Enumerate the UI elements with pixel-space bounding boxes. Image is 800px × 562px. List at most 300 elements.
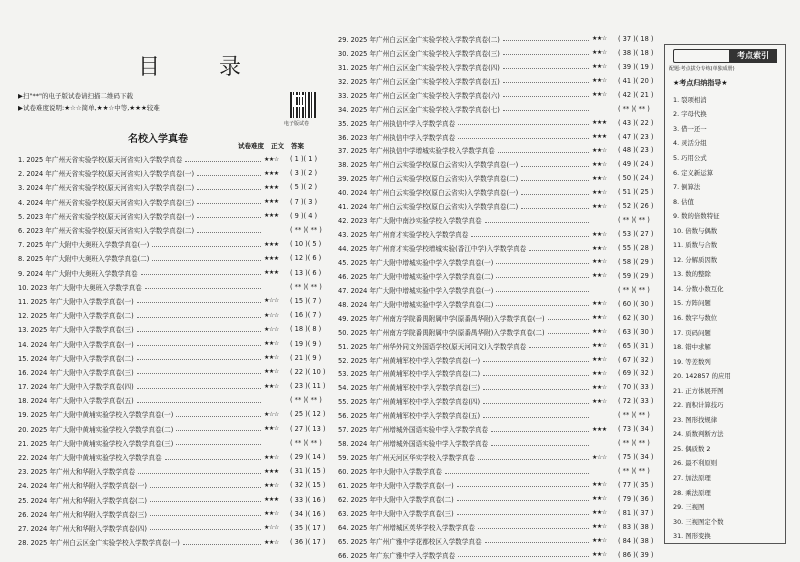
leader-dots — [457, 486, 589, 487]
topic-item[interactable]: 14. 分数小数互化 — [673, 284, 724, 293]
topic-item[interactable]: 6. 定义新运算 — [673, 168, 714, 177]
leader-dots — [483, 389, 589, 390]
toc-row[interactable] — [18, 294, 330, 308]
toc-title: 66. 2025 年广东广雅中学入学数学真卷 — [338, 551, 456, 560]
toc-row[interactable] — [18, 493, 330, 507]
toc-title: 16. 2024 年广大附中入学数学真卷(三) — [18, 368, 134, 377]
toc-row[interactable] — [18, 166, 330, 180]
toc-row[interactable] — [18, 379, 330, 393]
page-numbers: ( 39 )( 19 ) — [618, 62, 654, 71]
topic-item[interactable]: 21. 正方体展开图 — [673, 386, 724, 395]
toc-row[interactable] — [18, 180, 330, 194]
page-numbers: ( ** )( ** ) — [618, 439, 650, 448]
difficulty-note: ▶试卷难度说明:★☆☆简单,★★☆中等,★★★较难 — [18, 104, 160, 112]
toc-row[interactable] — [338, 74, 658, 88]
page-numbers: ( ** )( ** ) — [618, 104, 650, 113]
toc-row[interactable] — [18, 521, 330, 535]
page-numbers: ( 16 )( 7 ) — [290, 311, 322, 320]
toc-row[interactable] — [18, 436, 330, 450]
toc-row[interactable] — [338, 157, 658, 171]
page-numbers: ( 75 )( 34 ) — [618, 453, 654, 462]
page-numbers: ( ** )( ** ) — [290, 282, 322, 291]
leader-dots — [496, 305, 589, 306]
toc-list-left — [18, 152, 330, 549]
page-numbers: ( 19 )( 9 ) — [290, 339, 322, 348]
difficulty-stars: ★★☆ — [264, 155, 279, 163]
toc-row[interactable] — [338, 339, 658, 353]
topic-item[interactable]: 24. 质数判断方法 — [673, 430, 724, 439]
toc-row[interactable] — [338, 116, 658, 130]
difficulty-stars: ★☆☆ — [264, 311, 279, 319]
page-numbers: ( ** )( ** ) — [290, 226, 322, 235]
leader-dots — [491, 431, 589, 432]
leader-dots — [150, 487, 261, 488]
toc-title: 39. 2025 年广州白云实验学校(原白云省实)入学数学真卷(二) — [338, 175, 519, 184]
difficulty-stars: ★★★ — [592, 425, 607, 433]
difficulty-stars: ★★☆ — [264, 481, 279, 489]
toc-title: 17. 2024 年广大附中入学数学真卷(四) — [18, 383, 134, 392]
difficulty-stars: ★★☆ — [592, 174, 607, 182]
toc-row[interactable] — [18, 251, 330, 265]
leader-dots — [137, 388, 261, 389]
topic-item[interactable]: 8. 估值 — [673, 197, 694, 206]
toc-row[interactable] — [338, 408, 658, 422]
toc-title: 50. 2025 年广州南方学院番禺附属中学(原番禺华附)入学数学真卷(二) — [338, 328, 545, 337]
toc-row[interactable] — [18, 280, 330, 294]
leader-dots — [165, 459, 261, 460]
page-numbers: ( 32 )( 15 ) — [290, 481, 326, 490]
toc-row[interactable] — [338, 283, 658, 297]
page-numbers: ( 53 )( 27 ) — [618, 230, 654, 239]
difficulty-stars: ★★☆ — [264, 354, 279, 362]
toc-row[interactable] — [18, 351, 330, 365]
toc-row[interactable] — [338, 60, 658, 74]
page-numbers: ( 50 )( 24 ) — [618, 174, 654, 183]
toc-title: 24. 2024 年广州大和华附入学数学真卷(一) — [18, 482, 147, 491]
leader-dots — [445, 473, 589, 474]
page-numbers: ( 77 )( 35 ) — [618, 480, 654, 489]
toc-row[interactable] — [18, 195, 330, 209]
difficulty-stars: ★★☆ — [264, 382, 279, 390]
leader-dots — [471, 236, 589, 237]
leader-dots — [498, 152, 589, 153]
qr-caption: 电子版试卷 — [284, 121, 310, 127]
topic-item[interactable]: 4. 灵活分组 — [673, 139, 707, 148]
page-numbers: ( 72 )( 33 ) — [618, 397, 654, 406]
leader-dots — [521, 180, 589, 181]
topic-index-sub: 配题:考点拔分专练(单独成册) — [669, 66, 735, 72]
page-numbers: ( 79 )( 36 ) — [618, 494, 654, 503]
toc-row[interactable] — [338, 464, 658, 478]
topic-item[interactable]: 26. 最不利原则 — [673, 459, 718, 468]
leader-dots — [483, 403, 589, 404]
toc-title: 53. 2025 年广州黄埔军校中学入学数学真卷(二) — [338, 370, 481, 379]
toc-title: 28. 2025 年广州白云区金广实验学校入学数学真卷(一) — [18, 539, 180, 548]
toc-row[interactable] — [18, 407, 330, 421]
page-numbers: ( ** )( ** ) — [290, 396, 322, 405]
difficulty-stars: ★★☆ — [592, 481, 607, 489]
difficulty-stars: ★★☆ — [592, 551, 607, 559]
topic-item[interactable]: 23. 图形找规律 — [673, 415, 718, 424]
leader-dots — [503, 68, 589, 69]
toc-row[interactable] — [18, 223, 330, 237]
toc-title: 10. 2023 年广大附中大奥班入学数学真卷 — [18, 283, 142, 292]
topic-item[interactable]: 12. 分解质因数 — [673, 255, 718, 264]
topic-item[interactable]: 5. 巧用公式 — [673, 153, 707, 162]
toc-row[interactable] — [338, 297, 658, 311]
leader-dots — [197, 175, 261, 176]
page-numbers: ( 52 )( 26 ) — [618, 202, 654, 211]
topic-item[interactable]: 22. 面积计算技巧 — [673, 401, 724, 410]
page-numbers: ( 18 )( 8 ) — [290, 325, 322, 334]
leader-dots — [496, 263, 589, 264]
difficulty-stars: ★★☆ — [592, 342, 607, 350]
leader-dots — [145, 288, 261, 289]
leader-dots — [503, 40, 589, 41]
toc-title: 48. 2024 年广大附中增城实验中学入学数学真卷(二) — [338, 300, 494, 309]
toc-row[interactable] — [18, 152, 330, 166]
topic-item[interactable]: 27. 加法原理 — [673, 473, 711, 482]
toc-title: 18. 2024 年广大附中入学数学真卷(五) — [18, 397, 134, 406]
topic-item[interactable]: 7. 倒算法 — [673, 183, 701, 192]
leader-dots — [137, 345, 261, 346]
page-numbers: ( 84 )( 38 ) — [618, 536, 654, 545]
leader-dots — [458, 124, 589, 125]
toc-row[interactable] — [338, 436, 658, 450]
leader-dots — [503, 54, 589, 55]
toc-title: 33. 2025 年广州白云区金广实验学校入学数学真卷(六) — [338, 91, 500, 100]
leader-dots — [152, 260, 261, 261]
topic-item[interactable]: 13. 数的整除 — [673, 270, 711, 279]
toc-row[interactable] — [338, 144, 658, 158]
toc-row[interactable] — [338, 46, 658, 60]
leader-dots — [197, 189, 261, 190]
difficulty-stars: ★★☆ — [592, 202, 607, 210]
toc-row[interactable] — [338, 520, 658, 534]
topic-list — [673, 92, 783, 543]
difficulty-stars: ★★★ — [264, 183, 279, 191]
toc-title: 12. 2025 年广大附中入学数学真卷(二) — [18, 312, 134, 321]
page-numbers: ( ** )( ** ) — [618, 216, 650, 225]
toc-title: 36. 2023 年广州执信中学入学数学真卷 — [338, 133, 456, 142]
leader-dots — [503, 110, 589, 111]
page-numbers: ( 36 )( 17 ) — [290, 538, 326, 547]
page-numbers: ( ** )( ** ) — [618, 285, 650, 294]
toc-row[interactable] — [338, 213, 658, 227]
toc-title: 30. 2025 年广州白云区金广实验学校入学数学真卷(三) — [338, 49, 500, 58]
page-numbers: ( 55 )( 28 ) — [618, 244, 654, 253]
toc-row[interactable] — [338, 185, 658, 199]
page-numbers: ( ** )( ** ) — [618, 411, 650, 420]
toc-title: 51. 2025 年广州华外同文外国语学校(原天河同文)入学数学真卷 — [338, 342, 527, 351]
toc-row[interactable] — [18, 393, 330, 407]
toc-row[interactable] — [338, 32, 658, 46]
toc-title: 55. 2025 年广州黄埔军校中学入学数学真卷(四) — [338, 398, 481, 407]
page-numbers: ( 29 )( 14 ) — [290, 453, 326, 462]
page-numbers: ( ** )( ** ) — [290, 438, 322, 447]
difficulty-stars: ★★☆ — [592, 523, 607, 531]
leader-dots — [457, 514, 589, 515]
toc-row[interactable] — [18, 209, 330, 223]
difficulty-stars: ★★★ — [264, 198, 279, 206]
page-numbers: ( 42 )( 21 ) — [618, 90, 654, 99]
toc-row[interactable] — [18, 365, 330, 379]
leader-dots — [485, 222, 589, 223]
toc-title: 22. 2024 年广大附中黄埔实验学校入学数学真卷 — [18, 454, 162, 463]
toc-title: 35. 2025 年广州执信中学入学数学真卷 — [338, 119, 456, 128]
page-numbers: ( 67 )( 32 ) — [618, 355, 654, 364]
difficulty-stars: ★★☆ — [592, 258, 607, 266]
left-column — [18, 0, 330, 562]
toc-row[interactable] — [338, 255, 658, 269]
difficulty-stars: ★★★ — [264, 269, 279, 277]
leader-dots — [529, 250, 589, 251]
toc-title: 61. 2025 年中大附中入学数学真卷(一) — [338, 481, 454, 490]
toc-title: 6. 2023 年广州天省实验学校(原天河省实)入学数学真卷(二) — [18, 227, 195, 236]
topic-item[interactable]: 10. 倍数与偶数 — [673, 226, 718, 235]
page-numbers: ( 31 )( 15 ) — [290, 467, 326, 476]
toc-title: 49. 2025 年广州南方学院番禺附属中学(原番禺华附)入学数学真卷(一) — [338, 314, 545, 323]
toc-row[interactable] — [338, 325, 658, 339]
topic-item[interactable]: 16. 数字与数位 — [673, 313, 718, 322]
leader-dots — [521, 166, 589, 167]
difficulty-stars: ★★★ — [264, 254, 279, 262]
leader-dots — [458, 556, 589, 557]
toc-row[interactable] — [338, 422, 658, 436]
page-numbers: ( 47 )( 23 ) — [618, 132, 654, 141]
leader-dots — [521, 208, 589, 209]
toc-row[interactable] — [18, 266, 330, 280]
topic-item[interactable]: 20. 142857 的应用 — [673, 372, 731, 381]
difficulty-stars: ★★☆ — [592, 160, 607, 168]
leader-dots — [137, 302, 261, 303]
toc-title: 38. 2025 年广州白云实验学校(原白云省实)入学数学真卷(一) — [338, 161, 519, 170]
page-numbers: ( 65 )( 31 ) — [618, 341, 654, 350]
page-numbers: ( 81 )( 37 ) — [618, 508, 654, 517]
difficulty-stars: ★★★ — [592, 133, 607, 141]
leader-dots — [183, 544, 261, 545]
topic-index-header — [673, 49, 777, 63]
page-numbers: ( 35 )( 17 ) — [290, 523, 326, 532]
topic-guide-title: ★考点归纳指导★ — [673, 79, 728, 87]
toc-row[interactable] — [338, 492, 658, 506]
toc-row[interactable] — [18, 308, 330, 322]
leader-dots — [197, 232, 261, 233]
page-numbers: ( 38 )( 18 ) — [618, 48, 654, 57]
toc-row[interactable] — [338, 227, 658, 241]
difficulty-stars: ★★★ — [264, 169, 279, 177]
toc-title: 21. 2025 年广大附中黄埔实验学校入学数学真卷(三) — [18, 439, 174, 448]
page-numbers: ( 9 )( 4 ) — [290, 211, 318, 220]
topic-item[interactable]: 2. 字母代换 — [673, 110, 707, 119]
difficulty-stars: ★★☆ — [592, 244, 607, 252]
toc-row[interactable] — [338, 199, 658, 213]
difficulty-stars: ★★☆ — [592, 188, 607, 196]
topic-item[interactable]: 3. 借一还一 — [673, 124, 707, 133]
toc-row[interactable] — [338, 130, 658, 144]
toc-title: 5. 2023 年广州天省实验学校(原天河省实)入学数学真卷(一) — [18, 212, 195, 221]
toc-title: 62. 2025 年中大附中入学数学真卷(二) — [338, 495, 454, 504]
difficulty-stars: ★★☆ — [592, 91, 607, 99]
toc-row[interactable] — [338, 450, 658, 464]
difficulty-stars: ★★☆ — [264, 368, 279, 376]
toc-title: 32. 2025 年广州白云区金广实验学校入学数学真卷(五) — [338, 77, 500, 86]
toc-title: 47. 2024 年广大附中增城实验中学入学数学真卷(一) — [338, 286, 494, 295]
toc-title: 65. 2025 年广州广雅中学花都校区入学数学真卷 — [338, 537, 482, 546]
topic-item[interactable]: 29. 三视图 — [673, 503, 705, 512]
leader-dots — [478, 528, 589, 529]
leader-dots — [457, 500, 589, 501]
topic-item[interactable]: 11. 质数与合数 — [673, 241, 718, 250]
toc-row[interactable] — [18, 336, 330, 350]
difficulty-stars: ★★☆ — [592, 77, 607, 85]
leader-dots — [152, 246, 261, 247]
topic-item[interactable]: 28. 乘法原理 — [673, 488, 711, 497]
toc-title: 4. 2024 年广州天省实验学校(原天河省实)入学数学真卷(三) — [18, 198, 195, 207]
topic-item[interactable]: 31. 图形变换 — [673, 532, 711, 541]
page-numbers: ( 34 )( 16 ) — [290, 509, 326, 518]
toc-row[interactable] — [18, 322, 330, 336]
page-numbers: ( 41 )( 20 ) — [618, 76, 654, 85]
toc-title: 26. 2024 年广州大和华附入学数学真卷(三) — [18, 510, 147, 519]
topic-item[interactable]: 19. 等差数列 — [673, 357, 711, 366]
page-numbers: ( 3 )( 2 ) — [290, 169, 318, 178]
leader-dots — [483, 417, 589, 418]
toc-title: 19. 2025 年广大附中黄埔实验学校入学数学真卷(一) — [18, 411, 174, 420]
toc-title: 44. 2025 年广州育才实验学校增城实验(香江中学)入学数学真卷 — [338, 245, 527, 254]
leader-dots — [185, 161, 261, 162]
header-difficulty: 试卷难度 — [238, 142, 264, 150]
toc-row[interactable] — [338, 88, 658, 102]
topic-item[interactable]: 15. 方阵问题 — [673, 299, 711, 308]
page-numbers: ( 23 )( 11 ) — [290, 382, 326, 391]
leader-dots — [137, 359, 261, 360]
leader-dots — [176, 416, 261, 417]
leader-dots — [483, 375, 589, 376]
difficulty-stars: ★☆☆ — [264, 524, 279, 532]
difficulty-stars: ★★☆ — [264, 425, 279, 433]
difficulty-stars: ★☆☆ — [592, 453, 607, 461]
toc-list-middle — [338, 32, 658, 562]
middle-column — [338, 32, 658, 562]
page-numbers: ( 15 )( 7 ) — [290, 296, 322, 305]
difficulty-stars: ★☆☆ — [264, 325, 279, 333]
page-numbers: ( 12 )( 6 ) — [290, 254, 322, 263]
page-numbers: ( 73 )( 34 ) — [618, 425, 654, 434]
toc-row[interactable] — [338, 394, 658, 408]
toc-row[interactable] — [338, 380, 658, 394]
toc-row[interactable] — [18, 422, 330, 436]
difficulty-stars: ★★☆ — [264, 538, 279, 546]
difficulty-stars: ★★☆ — [592, 272, 607, 280]
toc-row[interactable] — [18, 535, 330, 549]
column-header — [238, 141, 311, 150]
toc-title: 56. 2025 年广州黄埔军校中学入学数学真卷(五) — [338, 412, 481, 421]
leader-dots — [458, 138, 589, 139]
topic-item[interactable]: 18. 错中求解 — [673, 343, 711, 352]
toc-title: 14. 2024 年广大附中入学数学真卷(一) — [18, 340, 134, 349]
toc-row[interactable] — [18, 478, 330, 492]
page-numbers: ( 10 )( 5 ) — [290, 240, 322, 249]
toc-row[interactable] — [18, 237, 330, 251]
leader-dots — [176, 444, 261, 445]
toc-row[interactable] — [338, 241, 658, 255]
topic-item[interactable]: 1. 裂项相消 — [673, 95, 707, 104]
leader-dots — [503, 96, 589, 97]
leader-dots — [141, 274, 261, 275]
leader-dots — [496, 291, 589, 292]
topic-index-panel — [664, 44, 786, 544]
section-title: 名校入学真卷 — [128, 134, 188, 145]
leader-dots — [137, 317, 261, 318]
toc-row[interactable] — [18, 464, 330, 478]
difficulty-stars: ★★★ — [264, 240, 279, 248]
leader-dots — [197, 217, 261, 218]
topic-item[interactable]: 30. 三视图定个数 — [673, 517, 724, 526]
page-numbers: ( 83 )( 38 ) — [618, 522, 654, 531]
topic-index-tag: 考点索引 — [729, 49, 777, 63]
toc-title: 3. 2024 年广州天省实验学校(原天河省实)入学数学真卷(二) — [18, 184, 195, 193]
toc-title: 40. 2024 年广州白云实验学校(原白云省实)入学数学真卷(一) — [338, 189, 519, 198]
toc-title: 27. 2024 年广州大和华附入学数学真卷(四) — [18, 524, 147, 533]
toc-row[interactable] — [338, 534, 658, 548]
difficulty-stars: ★★☆ — [592, 397, 607, 405]
leader-dots — [137, 331, 261, 332]
toc-row[interactable] — [18, 507, 330, 521]
page-numbers: ( 59 )( 29 ) — [618, 271, 654, 280]
difficulty-stars: ★★☆ — [592, 146, 607, 154]
toc-row[interactable] — [338, 171, 658, 185]
download-note: ▶扫"**"的电子版试卷请扫描二维码下载 — [18, 92, 133, 100]
toc-row[interactable] — [338, 548, 658, 562]
leader-dots — [491, 445, 589, 446]
topic-item[interactable]: 25. 偶质数 2 — [673, 444, 711, 453]
toc-row[interactable] — [338, 353, 658, 367]
toc-row[interactable] — [338, 506, 658, 520]
toc-row[interactable] — [338, 311, 658, 325]
leader-dots — [137, 373, 261, 374]
leader-dots — [150, 515, 261, 516]
difficulty-stars: ★★☆ — [264, 510, 279, 518]
qr-code-icon[interactable] — [290, 92, 316, 118]
toc-row[interactable] — [338, 102, 658, 116]
toc-row[interactable] — [18, 450, 330, 464]
toc-title: 11. 2025 年广大附中入学数学真卷(一) — [18, 297, 134, 306]
leader-dots — [138, 473, 261, 474]
toc-title: 9. 2024 年广大附中大奥班入学数学真卷 — [18, 269, 138, 278]
toc-row[interactable] — [338, 478, 658, 492]
toc-row[interactable] — [338, 367, 658, 381]
topic-item[interactable]: 9. 数的倍数特征 — [673, 212, 720, 221]
toc-title: 43. 2025 年广州育才实验学校入学数学真卷 — [338, 231, 469, 240]
page-numbers: ( 25 )( 12 ) — [290, 410, 326, 419]
leader-dots — [529, 347, 589, 348]
page-numbers: ( 62 )( 30 ) — [618, 313, 654, 322]
topic-item[interactable]: 17. 页码问题 — [673, 328, 711, 337]
toc-title: 31. 2025 年广州白云区金广实验学校入学数学真卷(四) — [338, 63, 500, 72]
page-numbers: ( 43 )( 22 ) — [618, 118, 654, 127]
header-answer: 答案 — [291, 142, 304, 150]
difficulty-stars: ★★☆ — [592, 230, 607, 238]
toc-row[interactable] — [338, 269, 658, 283]
difficulty-stars: ★★★ — [264, 496, 279, 504]
toc-title: 59. 2025 年广州天河区华实学校入学数学真卷 — [338, 454, 475, 463]
difficulty-stars: ★★☆ — [592, 35, 607, 43]
toc-title: 64. 2025 年广州增城区英华学校入学数学真卷 — [338, 523, 475, 532]
page-numbers: ( 37 )( 18 ) — [618, 34, 654, 43]
difficulty-stars: ★★★ — [592, 119, 607, 127]
toc-title: 15. 2024 年广大附中入学数学真卷(二) — [18, 354, 134, 363]
